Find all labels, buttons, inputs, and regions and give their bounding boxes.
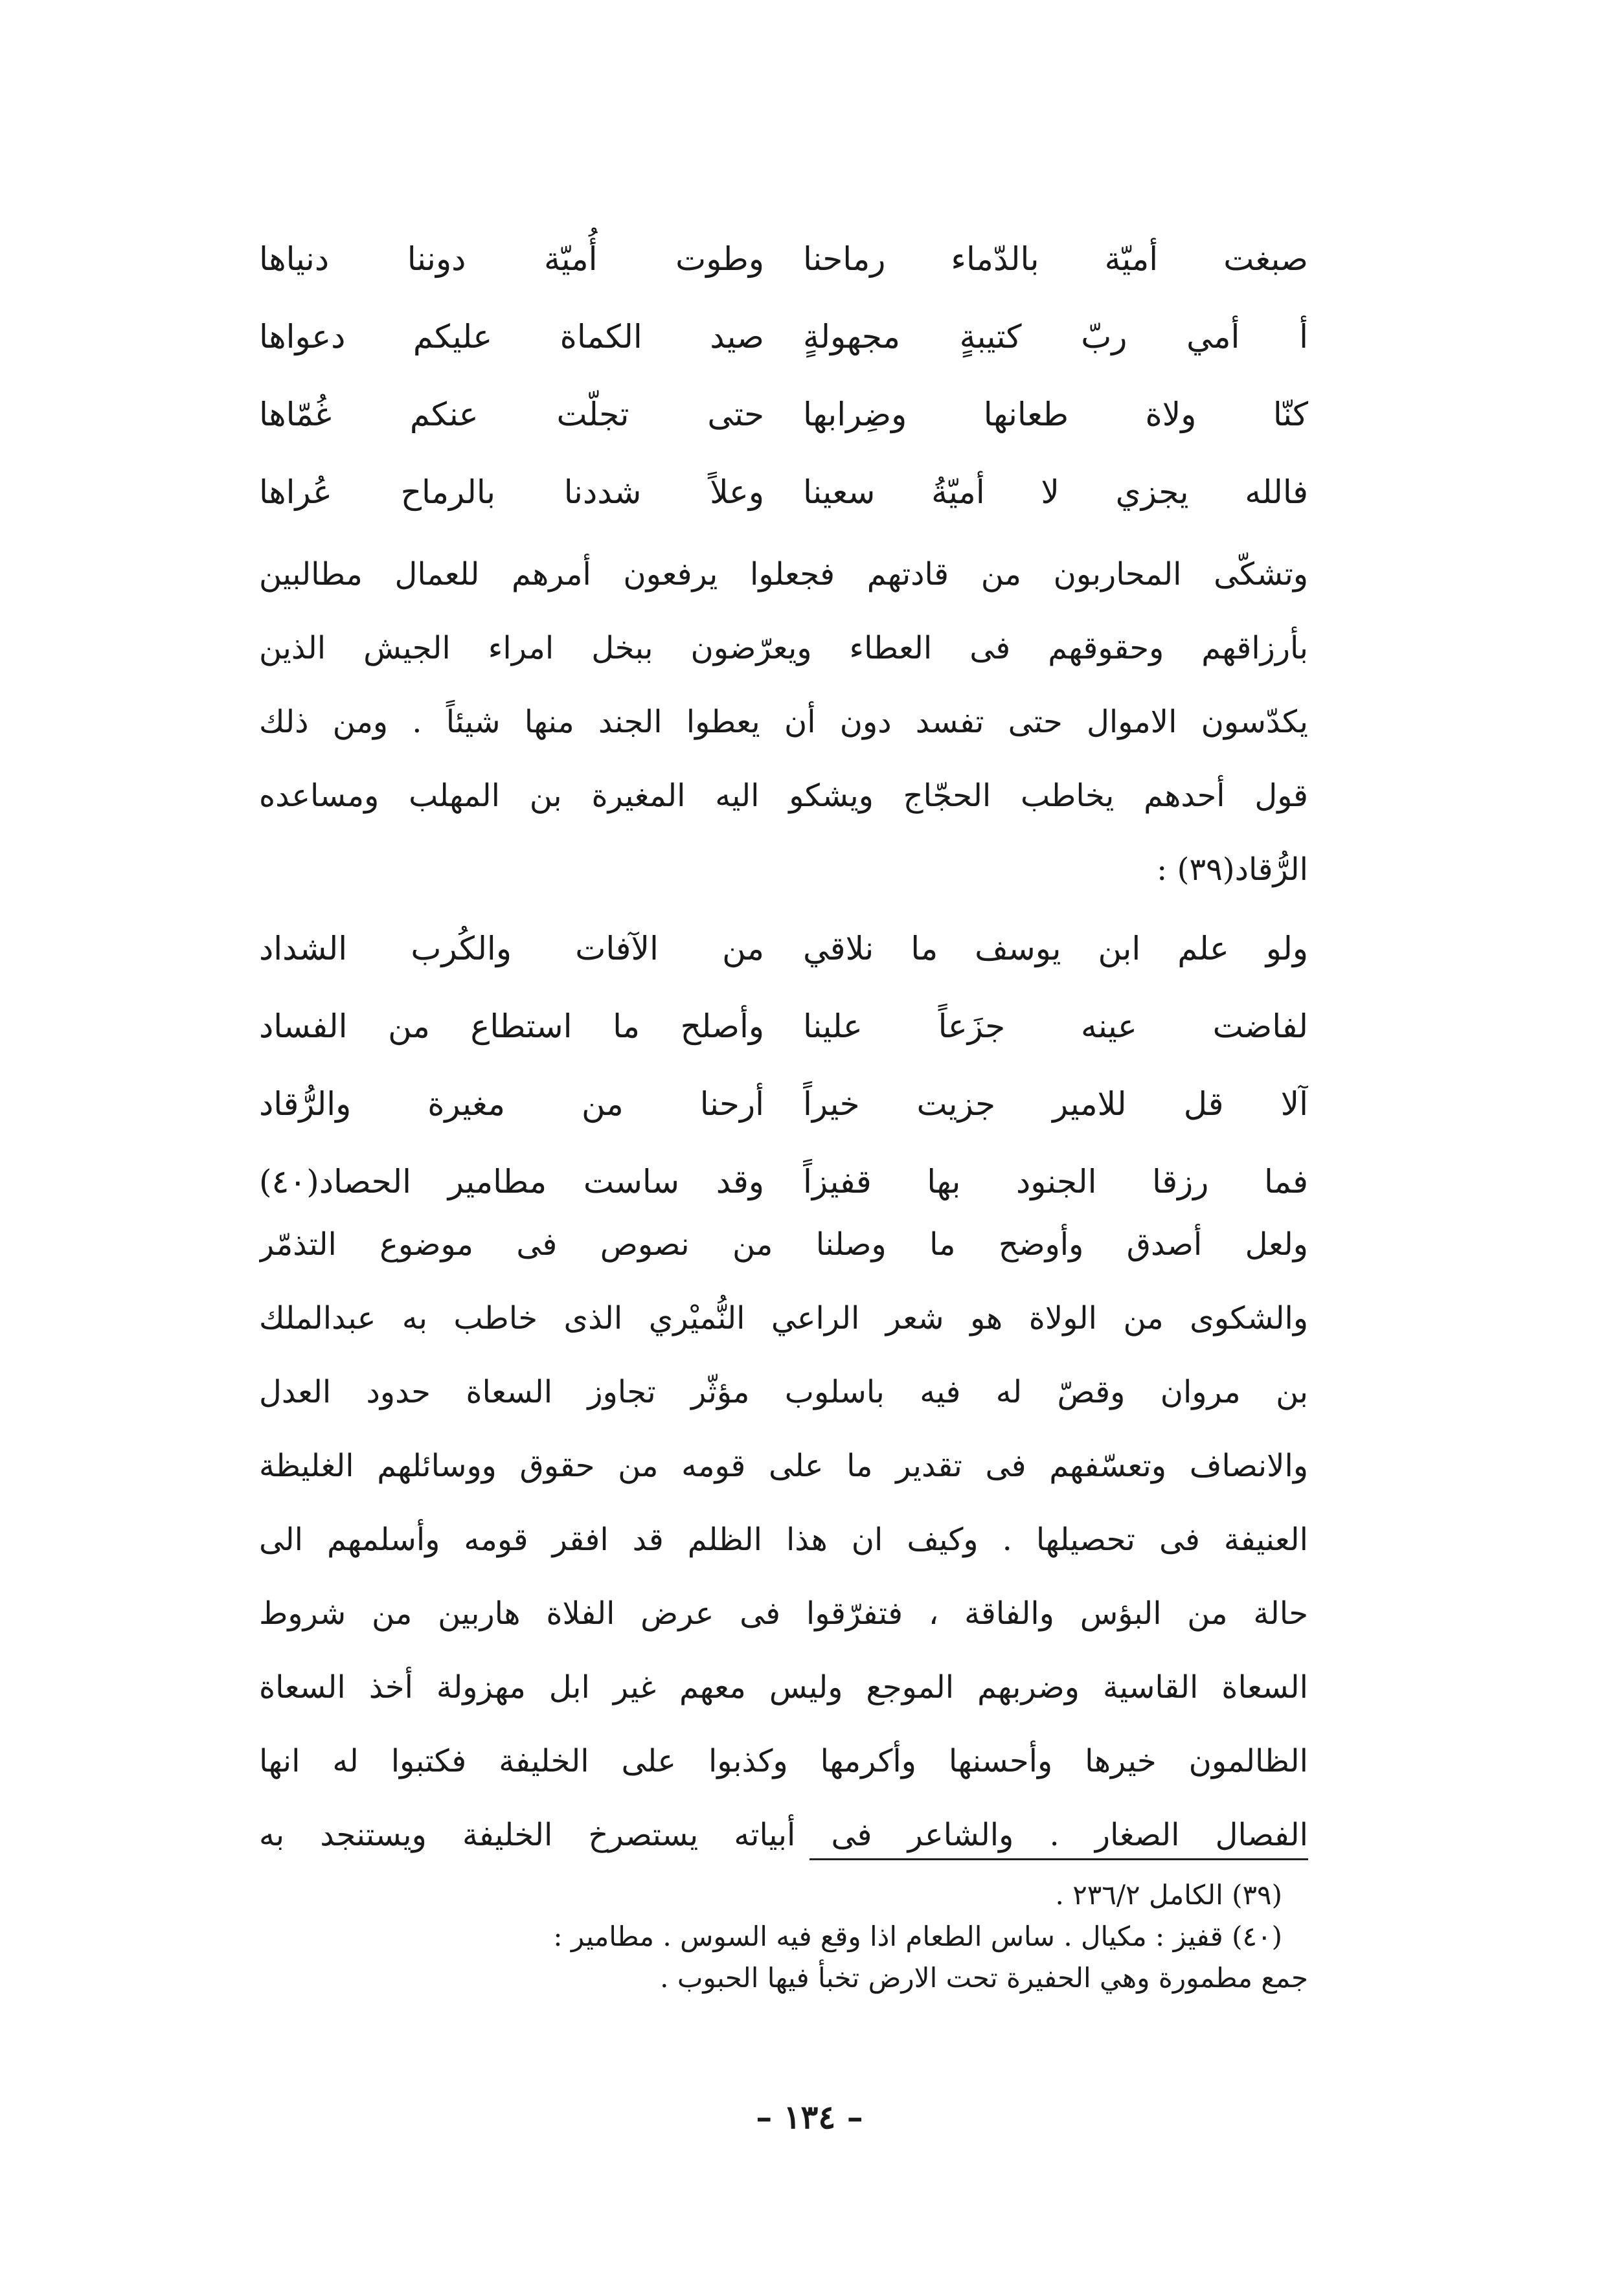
verse xyxy=(259,220,1308,298)
verse xyxy=(259,376,1308,453)
poem-block-1 xyxy=(259,220,1308,531)
poem-block-2 xyxy=(259,910,1308,1221)
verse xyxy=(259,298,1308,376)
verse-first-hemistich: لفاضت عينه جزَعاً علينا xyxy=(803,1007,1308,1045)
verse-first-hemistich: كنّا ولاة طعانها وضِرابها xyxy=(803,396,1308,433)
paragraph-line: يكدّسون الاموال حتى تفسد دون أن يعطوا الجند منها شيئاً . ومن ذلك xyxy=(259,704,1308,740)
paragraph-line: العنيفة فى تحصيلها . وكيف ان هذا الظلم قد افقر قومه وأسلمهم الى xyxy=(259,1522,1308,1558)
verse-first-hemistich: فما رزقا الجنود بها قفيزاً xyxy=(803,1163,1308,1200)
verse-second-hemistich: وقد ساست مطامير الحصاد(٤٠) xyxy=(259,1163,764,1200)
verse-first-hemistich: ولو علم ابن يوسف ما نلاقي xyxy=(803,930,1308,967)
paragraph-line: الرُّقاد(٣٩) : xyxy=(1157,851,1308,888)
verse xyxy=(259,987,1308,1065)
verse-first-hemistich: فالله يجزي لا أميّةُ سعينا xyxy=(803,473,1308,511)
footnote-40-continuation: جمع مطمورة وهي الحفيرة تحت الارض تخبأ فيها الحبوب . xyxy=(660,1962,1308,1994)
footnotes xyxy=(259,1874,1308,1999)
paragraph-2 xyxy=(259,1208,1308,1872)
paragraph-line: وتشكّى المحاربون من قادتهم فجعلوا يرفعون أمرهم للعمال مطالبين xyxy=(259,556,1308,592)
verse xyxy=(259,453,1308,531)
verse-first-hemistich: صبغت أميّة بالدّماء رماحنا xyxy=(803,240,1308,278)
verse xyxy=(259,910,1308,987)
verse-second-hemistich: وعلاً شددنا بالرماح عُراها xyxy=(259,473,764,511)
verse-first-hemistich: أ أمي ربّ كتيبةٍ مجهولةٍ xyxy=(803,318,1308,355)
paragraph-line: والانصاف وتعسّفهم فى تقدير ما على قومه من حقوق ووسائلهم الغليظة xyxy=(259,1448,1308,1484)
footnote-divider xyxy=(809,1858,1308,1860)
paragraph-line: ولعل أصدق وأوضح ما وصلنا من نصوص فى موضوع التذمّر xyxy=(259,1226,1308,1263)
paragraph-line: الفصال الصغار . والشاعر فى أبياته يستصرخ الخليفة ويستنجد به xyxy=(259,1817,1308,1853)
verse-second-hemistich: صيد الكماة عليكم دعواها xyxy=(259,318,764,355)
verse-second-hemistich: وأصلح ما استطاع من الفساد xyxy=(259,1007,764,1045)
verse xyxy=(259,1065,1308,1143)
paragraph-line: حالة من البؤس والفاقة ، فتفرّقوا فى عرض الفلاة هاربين من شروط xyxy=(259,1595,1308,1632)
paragraph-line: قول أحدهم يخاطب الحجّاج ويشكو اليه المغيرة بن المهلب ومساعده xyxy=(259,778,1308,814)
verse-second-hemistich: أرحنا من مغيرة والرُّقاد xyxy=(259,1085,764,1123)
verse-second-hemistich: وطوت أُميّة دوننا دنياها xyxy=(259,240,764,278)
paragraph-line: السعاة القاسية وضربهم الموجع وليس معهم غير ابل مهزولة أخذ السعاة xyxy=(259,1669,1308,1705)
verse-first-hemistich: آلا قل للامير جزيت خيراً xyxy=(803,1085,1308,1123)
paragraph-line: بأرزاقهم وحقوقهم فى العطاء ويعرّضون ببخل امراء الجيش الذين xyxy=(259,630,1308,666)
paragraph-line: الظالمون خيرها وأحسنها وأكرمها وكذبوا على الخليفة فكتبوا له انها xyxy=(259,1743,1308,1779)
verse-second-hemistich: من الآفات والكُرب الشداد xyxy=(259,930,764,967)
footnote-40: (٤٠) قفيز : مكيال . ساس الطعام اذا وقع فيه السوس . مطامير : xyxy=(553,1920,1282,1952)
page-number: – ١٣٤ – xyxy=(756,2098,863,2136)
paragraph-line: والشكوى من الولاة هو شعر الراعي النُّميْري الذى خاطب به عبدالملك xyxy=(259,1300,1308,1336)
paragraph-1 xyxy=(259,537,1308,906)
footnote-39: (٣٩) الكامل ٢٣٦/٢ . xyxy=(1055,1879,1282,1911)
paragraph-line: بن مروان وقصّ له فيه باسلوب مؤثّر تجاوز السعاة حدود العدل xyxy=(259,1374,1308,1410)
verse-second-hemistich: حتى تجلّت عنكم غُمّاها xyxy=(259,396,764,433)
